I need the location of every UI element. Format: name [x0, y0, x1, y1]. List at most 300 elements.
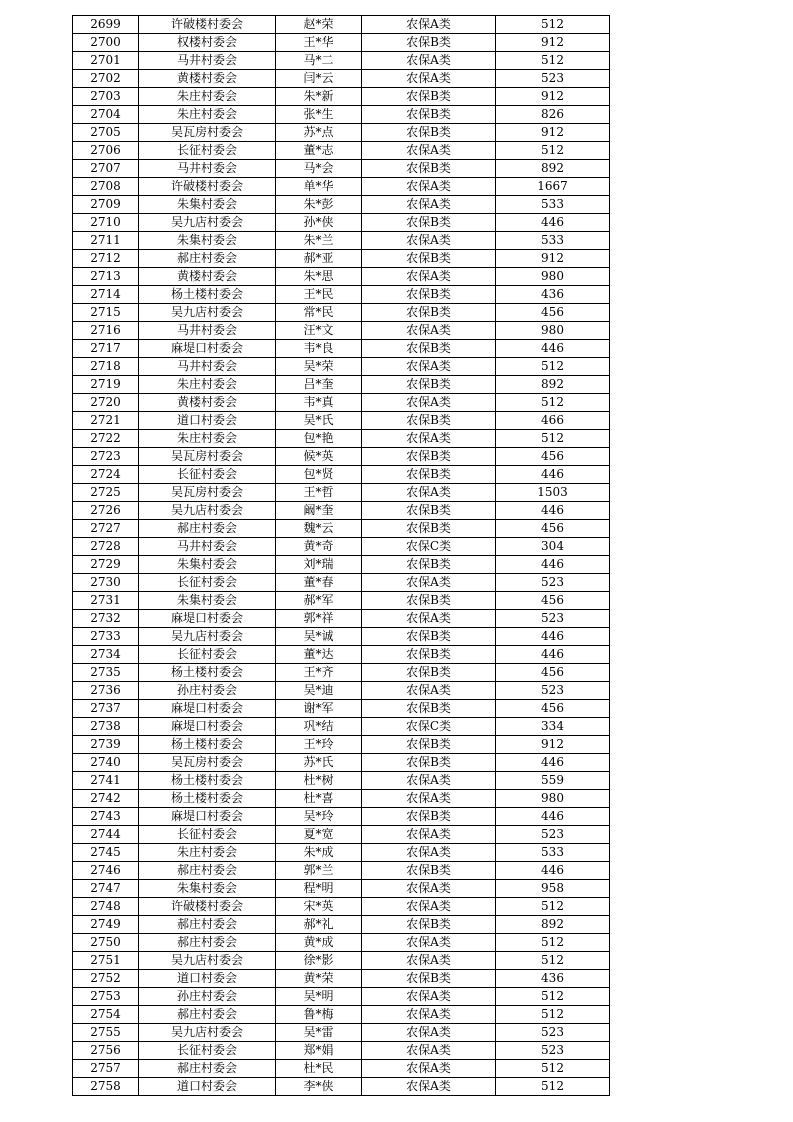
insurance-type-cell: 农保A类: [362, 934, 496, 952]
amount-cell: 912: [496, 34, 610, 52]
row-number-cell: 2753: [73, 988, 139, 1006]
row-number-cell: 2712: [73, 250, 139, 268]
village-committee-cell: 长征村委会: [139, 1042, 276, 1060]
village-committee-cell: 道口村委会: [139, 412, 276, 430]
village-committee-cell: 吴瓦房村委会: [139, 448, 276, 466]
name-cell: 闫*云: [276, 70, 362, 88]
insurance-type-cell: 农保A类: [362, 358, 496, 376]
table-row: [73, 1060, 610, 1078]
amount-cell: 512: [496, 16, 610, 34]
amount-cell: 892: [496, 160, 610, 178]
row-number-cell: 2710: [73, 214, 139, 232]
village-committee-cell: 朱庄村委会: [139, 376, 276, 394]
village-committee-cell: 吴瓦房村委会: [139, 124, 276, 142]
name-cell: 吕*奎: [276, 376, 362, 394]
table-row: [73, 52, 610, 70]
insurance-type-cell: 农保A类: [362, 484, 496, 502]
village-committee-cell: 朱集村委会: [139, 232, 276, 250]
name-cell: 赵*荣: [276, 16, 362, 34]
table-row: [73, 592, 610, 610]
name-cell: 董*达: [276, 646, 362, 664]
row-number-cell: 2721: [73, 412, 139, 430]
table-row: [73, 34, 610, 52]
insurance-type-cell: 农保A类: [362, 196, 496, 214]
amount-cell: 512: [496, 1060, 610, 1078]
name-cell: 魏*云: [276, 520, 362, 538]
table-row: [73, 394, 610, 412]
row-number-cell: 2752: [73, 970, 139, 988]
row-number-cell: 2699: [73, 16, 139, 34]
table-row: [73, 880, 610, 898]
insurance-type-cell: 农保B类: [362, 250, 496, 268]
village-committee-cell: 吴九店村委会: [139, 628, 276, 646]
beneficiary-table: [72, 15, 610, 1096]
table-row: [73, 376, 610, 394]
name-cell: 孙*侠: [276, 214, 362, 232]
name-cell: 郝*军: [276, 592, 362, 610]
insurance-type-cell: 农保B类: [362, 466, 496, 484]
name-cell: 马*二: [276, 52, 362, 70]
insurance-type-cell: 农保B类: [362, 286, 496, 304]
row-number-cell: 2745: [73, 844, 139, 862]
row-number-cell: 2743: [73, 808, 139, 826]
name-cell: 吴*诚: [276, 628, 362, 646]
village-committee-cell: 许破楼村委会: [139, 16, 276, 34]
row-number-cell: 2732: [73, 610, 139, 628]
insurance-type-cell: 农保A类: [362, 682, 496, 700]
name-cell: 包*贤: [276, 466, 362, 484]
village-committee-cell: 麻堤口村委会: [139, 340, 276, 358]
amount-cell: 466: [496, 412, 610, 430]
amount-cell: 912: [496, 736, 610, 754]
amount-cell: 436: [496, 970, 610, 988]
table-row: [73, 448, 610, 466]
amount-cell: 523: [496, 70, 610, 88]
table-row: [73, 70, 610, 88]
village-committee-cell: 黄楼村委会: [139, 70, 276, 88]
insurance-type-cell: 农保A类: [362, 268, 496, 286]
table-row: [73, 124, 610, 142]
insurance-type-cell: 农保B类: [362, 412, 496, 430]
village-committee-cell: 朱集村委会: [139, 196, 276, 214]
amount-cell: 912: [496, 124, 610, 142]
insurance-type-cell: 农保B类: [362, 592, 496, 610]
insurance-type-cell: 农保A类: [362, 178, 496, 196]
table-row: [73, 1078, 610, 1096]
table-row: [73, 826, 610, 844]
table-row: [73, 466, 610, 484]
village-committee-cell: 吴九店村委会: [139, 502, 276, 520]
name-cell: 张*生: [276, 106, 362, 124]
insurance-type-cell: 农保A类: [362, 322, 496, 340]
insurance-type-cell: 农保B类: [362, 646, 496, 664]
amount-cell: 512: [496, 394, 610, 412]
amount-cell: 980: [496, 322, 610, 340]
table-row: [73, 862, 610, 880]
village-committee-cell: 权楼村委会: [139, 34, 276, 52]
insurance-type-cell: 农保B类: [362, 124, 496, 142]
name-cell: 黄*荣: [276, 970, 362, 988]
name-cell: 汪*文: [276, 322, 362, 340]
table-row: [73, 160, 610, 178]
insurance-type-cell: 农保B类: [362, 34, 496, 52]
village-committee-cell: 马井村委会: [139, 322, 276, 340]
insurance-type-cell: 农保A类: [362, 898, 496, 916]
village-committee-cell: 马井村委会: [139, 52, 276, 70]
insurance-type-cell: 农保A类: [362, 142, 496, 160]
village-committee-cell: 长征村委会: [139, 646, 276, 664]
amount-cell: 980: [496, 268, 610, 286]
table-row: [73, 232, 610, 250]
amount-cell: 1667: [496, 178, 610, 196]
row-number-cell: 2735: [73, 664, 139, 682]
name-cell: 韦*真: [276, 394, 362, 412]
table-row: [73, 664, 610, 682]
village-committee-cell: 许破楼村委会: [139, 178, 276, 196]
table-row: [73, 106, 610, 124]
name-cell: 杜*喜: [276, 790, 362, 808]
amount-cell: 456: [496, 520, 610, 538]
village-committee-cell: 杨土楼村委会: [139, 664, 276, 682]
insurance-type-cell: 农保A类: [362, 610, 496, 628]
table-row: [73, 178, 610, 196]
insurance-type-cell: 农保A类: [362, 1042, 496, 1060]
table-row: [73, 1006, 610, 1024]
row-number-cell: 2701: [73, 52, 139, 70]
row-number-cell: 2711: [73, 232, 139, 250]
row-number-cell: 2754: [73, 1006, 139, 1024]
amount-cell: 304: [496, 538, 610, 556]
insurance-type-cell: 农保A类: [362, 952, 496, 970]
insurance-type-cell: 农保B类: [362, 916, 496, 934]
row-number-cell: 2705: [73, 124, 139, 142]
name-cell: 郑*娟: [276, 1042, 362, 1060]
village-committee-cell: 朱庄村委会: [139, 88, 276, 106]
name-cell: 李*侠: [276, 1078, 362, 1096]
table-row: [73, 988, 610, 1006]
name-cell: 常*民: [276, 304, 362, 322]
row-number-cell: 2703: [73, 88, 139, 106]
insurance-type-cell: 农保A类: [362, 790, 496, 808]
village-committee-cell: 道口村委会: [139, 970, 276, 988]
name-cell: 候*英: [276, 448, 362, 466]
amount-cell: 512: [496, 1006, 610, 1024]
row-number-cell: 2747: [73, 880, 139, 898]
row-number-cell: 2748: [73, 898, 139, 916]
amount-cell: 523: [496, 1042, 610, 1060]
name-cell: 黄*成: [276, 934, 362, 952]
name-cell: 郝*亚: [276, 250, 362, 268]
row-number-cell: 2750: [73, 934, 139, 952]
row-number-cell: 2727: [73, 520, 139, 538]
village-committee-cell: 吴九店村委会: [139, 1024, 276, 1042]
name-cell: 吴*迪: [276, 682, 362, 700]
table-row: [73, 556, 610, 574]
village-committee-cell: 长征村委会: [139, 574, 276, 592]
insurance-type-cell: 农保B类: [362, 214, 496, 232]
name-cell: 吴*氏: [276, 412, 362, 430]
name-cell: 朱*兰: [276, 232, 362, 250]
table-row: [73, 250, 610, 268]
insurance-type-cell: 农保B类: [362, 970, 496, 988]
insurance-type-cell: 农保A类: [362, 394, 496, 412]
table-row: [73, 88, 610, 106]
row-number-cell: 2728: [73, 538, 139, 556]
name-cell: 王*齐: [276, 664, 362, 682]
row-number-cell: 2718: [73, 358, 139, 376]
table-row: [73, 952, 610, 970]
name-cell: 单*华: [276, 178, 362, 196]
name-cell: 苏*氏: [276, 754, 362, 772]
name-cell: 吴*雷: [276, 1024, 362, 1042]
name-cell: 吴*荣: [276, 358, 362, 376]
name-cell: 巩*结: [276, 718, 362, 736]
row-number-cell: 2734: [73, 646, 139, 664]
insurance-type-cell: 农保B类: [362, 556, 496, 574]
row-number-cell: 2714: [73, 286, 139, 304]
amount-cell: 446: [496, 466, 610, 484]
village-committee-cell: 马井村委会: [139, 160, 276, 178]
amount-cell: 512: [496, 52, 610, 70]
name-cell: 郭*祥: [276, 610, 362, 628]
amount-cell: 446: [496, 808, 610, 826]
row-number-cell: 2733: [73, 628, 139, 646]
amount-cell: 980: [496, 790, 610, 808]
row-number-cell: 2700: [73, 34, 139, 52]
amount-cell: 436: [496, 286, 610, 304]
insurance-type-cell: 农保B类: [362, 628, 496, 646]
row-number-cell: 2717: [73, 340, 139, 358]
insurance-type-cell: 农保A类: [362, 772, 496, 790]
village-committee-cell: 黄楼村委会: [139, 394, 276, 412]
row-number-cell: 2716: [73, 322, 139, 340]
insurance-type-cell: 农保B类: [362, 304, 496, 322]
amount-cell: 523: [496, 610, 610, 628]
insurance-type-cell: 农保A类: [362, 1060, 496, 1078]
village-committee-cell: 郝庄村委会: [139, 520, 276, 538]
row-number-cell: 2719: [73, 376, 139, 394]
name-cell: 马*会: [276, 160, 362, 178]
name-cell: 吴*玲: [276, 808, 362, 826]
row-number-cell: 2726: [73, 502, 139, 520]
village-committee-cell: 杨土楼村委会: [139, 790, 276, 808]
name-cell: 黄*奇: [276, 538, 362, 556]
row-number-cell: 2756: [73, 1042, 139, 1060]
row-number-cell: 2706: [73, 142, 139, 160]
insurance-type-cell: 农保C类: [362, 718, 496, 736]
table-row: [73, 196, 610, 214]
amount-cell: 446: [496, 556, 610, 574]
village-committee-cell: 郝庄村委会: [139, 934, 276, 952]
row-number-cell: 2757: [73, 1060, 139, 1078]
village-committee-cell: 朱集村委会: [139, 592, 276, 610]
amount-cell: 446: [496, 340, 610, 358]
village-committee-cell: 吴九店村委会: [139, 952, 276, 970]
table-row: [73, 538, 610, 556]
name-cell: 鲁*梅: [276, 1006, 362, 1024]
village-committee-cell: 吴瓦房村委会: [139, 754, 276, 772]
amount-cell: 892: [496, 916, 610, 934]
insurance-type-cell: 农保A类: [362, 16, 496, 34]
amount-cell: 446: [496, 628, 610, 646]
insurance-type-cell: 农保B类: [362, 106, 496, 124]
name-cell: 王*玲: [276, 736, 362, 754]
insurance-type-cell: 农保B类: [362, 700, 496, 718]
amount-cell: 523: [496, 826, 610, 844]
village-committee-cell: 杨土楼村委会: [139, 286, 276, 304]
name-cell: 王*民: [276, 286, 362, 304]
amount-cell: 912: [496, 88, 610, 106]
name-cell: 郝*礼: [276, 916, 362, 934]
amount-cell: 456: [496, 448, 610, 466]
row-number-cell: 2744: [73, 826, 139, 844]
table-row: [73, 700, 610, 718]
insurance-type-cell: 农保A类: [362, 844, 496, 862]
insurance-type-cell: 农保A类: [362, 232, 496, 250]
name-cell: 徐*影: [276, 952, 362, 970]
village-committee-cell: 马井村委会: [139, 358, 276, 376]
table-row: [73, 772, 610, 790]
row-number-cell: 2739: [73, 736, 139, 754]
amount-cell: 533: [496, 844, 610, 862]
table-row: [73, 736, 610, 754]
amount-cell: 456: [496, 664, 610, 682]
insurance-type-cell: 农保B类: [362, 448, 496, 466]
insurance-type-cell: 农保A类: [362, 70, 496, 88]
amount-cell: 512: [496, 430, 610, 448]
row-number-cell: 2737: [73, 700, 139, 718]
name-cell: 宋*英: [276, 898, 362, 916]
village-committee-cell: 朱庄村委会: [139, 430, 276, 448]
insurance-type-cell: 农保B类: [362, 340, 496, 358]
row-number-cell: 2742: [73, 790, 139, 808]
table-row: [73, 340, 610, 358]
amount-cell: 892: [496, 376, 610, 394]
amount-cell: 523: [496, 1024, 610, 1042]
insurance-type-cell: 农保B类: [362, 160, 496, 178]
table-row: [73, 718, 610, 736]
row-number-cell: 2713: [73, 268, 139, 286]
table-row: [73, 358, 610, 376]
insurance-type-cell: 农保A类: [362, 826, 496, 844]
village-committee-cell: 杨土楼村委会: [139, 736, 276, 754]
table-row: [73, 970, 610, 988]
row-number-cell: 2736: [73, 682, 139, 700]
table-row: [73, 322, 610, 340]
insurance-type-cell: 农保B类: [362, 808, 496, 826]
name-cell: 杜*民: [276, 1060, 362, 1078]
table-row: [73, 430, 610, 448]
village-committee-cell: 吴九店村委会: [139, 304, 276, 322]
insurance-type-cell: 农保A类: [362, 880, 496, 898]
insurance-type-cell: 农保A类: [362, 1006, 496, 1024]
village-committee-cell: 郝庄村委会: [139, 1006, 276, 1024]
name-cell: 夏*宽: [276, 826, 362, 844]
name-cell: 阚*奎: [276, 502, 362, 520]
table-row: [73, 682, 610, 700]
name-cell: 朱*新: [276, 88, 362, 106]
amount-cell: 334: [496, 718, 610, 736]
village-committee-cell: 郝庄村委会: [139, 250, 276, 268]
village-committee-cell: 郝庄村委会: [139, 862, 276, 880]
village-committee-cell: 麻堤口村委会: [139, 718, 276, 736]
insurance-type-cell: 农保C类: [362, 538, 496, 556]
village-committee-cell: 长征村委会: [139, 826, 276, 844]
table-row: [73, 268, 610, 286]
amount-cell: 456: [496, 592, 610, 610]
table-row: [73, 808, 610, 826]
village-committee-cell: 杨土楼村委会: [139, 772, 276, 790]
row-number-cell: 2731: [73, 592, 139, 610]
insurance-type-cell: 农保A类: [362, 1078, 496, 1096]
amount-cell: 446: [496, 646, 610, 664]
table-row: [73, 898, 610, 916]
name-cell: 吴*明: [276, 988, 362, 1006]
table-row: [73, 916, 610, 934]
name-cell: 韦*良: [276, 340, 362, 358]
row-number-cell: 2707: [73, 160, 139, 178]
name-cell: 王*华: [276, 34, 362, 52]
table-row: [73, 214, 610, 232]
amount-cell: 512: [496, 988, 610, 1006]
row-number-cell: 2738: [73, 718, 139, 736]
name-cell: 王*哲: [276, 484, 362, 502]
name-cell: 苏*点: [276, 124, 362, 142]
table-row: [73, 844, 610, 862]
name-cell: 郭*兰: [276, 862, 362, 880]
village-committee-cell: 郝庄村委会: [139, 916, 276, 934]
insurance-type-cell: 农保B类: [362, 88, 496, 106]
table-row: [73, 628, 610, 646]
amount-cell: 446: [496, 862, 610, 880]
row-number-cell: 2729: [73, 556, 139, 574]
table-row: [73, 1024, 610, 1042]
amount-cell: 512: [496, 934, 610, 952]
row-number-cell: 2715: [73, 304, 139, 322]
table-row: [73, 16, 610, 34]
row-number-cell: 2702: [73, 70, 139, 88]
row-number-cell: 2730: [73, 574, 139, 592]
insurance-type-cell: 农保B类: [362, 754, 496, 772]
insurance-type-cell: 农保B类: [362, 862, 496, 880]
amount-cell: 826: [496, 106, 610, 124]
amount-cell: 912: [496, 250, 610, 268]
amount-cell: 512: [496, 1078, 610, 1096]
table-row: [73, 574, 610, 592]
table-row: [73, 412, 610, 430]
insurance-type-cell: 农保B类: [362, 520, 496, 538]
name-cell: 董*志: [276, 142, 362, 160]
amount-cell: 533: [496, 232, 610, 250]
village-committee-cell: 许破楼村委会: [139, 898, 276, 916]
village-committee-cell: 麻堤口村委会: [139, 610, 276, 628]
row-number-cell: 2709: [73, 196, 139, 214]
village-committee-cell: 朱集村委会: [139, 880, 276, 898]
name-cell: 包*艳: [276, 430, 362, 448]
row-number-cell: 2704: [73, 106, 139, 124]
village-committee-cell: 孙庄村委会: [139, 988, 276, 1006]
amount-cell: 958: [496, 880, 610, 898]
village-committee-cell: 朱庄村委会: [139, 844, 276, 862]
row-number-cell: 2751: [73, 952, 139, 970]
insurance-type-cell: 农保B类: [362, 376, 496, 394]
amount-cell: 456: [496, 304, 610, 322]
table-row: [73, 646, 610, 664]
village-committee-cell: 吴九店村委会: [139, 214, 276, 232]
amount-cell: 512: [496, 898, 610, 916]
table-row: [73, 520, 610, 538]
insurance-type-cell: 农保A类: [362, 430, 496, 448]
